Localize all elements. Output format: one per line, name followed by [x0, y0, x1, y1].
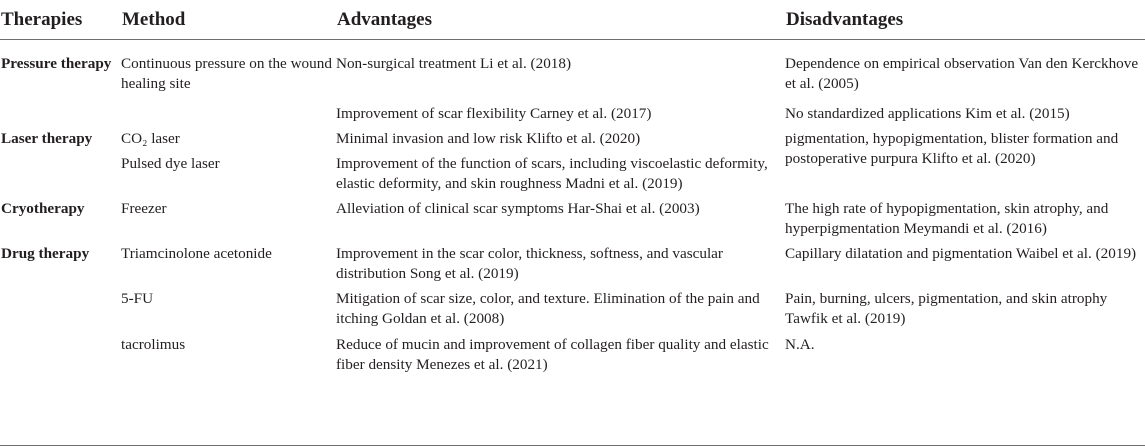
therapy-cell: Pressure therapy	[1, 55, 112, 72]
table-row	[0, 329, 1145, 375]
advantages-cell: Reduce of mucin and improvement of collagen fiber quality and elastic fiber density Menezes et al. (2021)	[336, 336, 769, 373]
header-method: Method	[121, 0, 336, 40]
table-row	[0, 284, 1145, 329]
method-cell: tacrolimus	[121, 336, 186, 353]
advantages-cell: Minimal invasion and low risk Klifto et al. (2020)	[336, 130, 641, 147]
therapy-cell: Cryotherapy	[1, 200, 85, 217]
disadvantages-cell: Dependence on empirical observation Van den Kerckhove et al. (2005)	[785, 55, 1139, 92]
advantages-cell: Improvement of scar flexibility Carney et al. (2017)	[336, 105, 652, 122]
table-row	[0, 239, 1145, 284]
advantages-cell: Improvement of the function of scars, including viscoelastic deformity, elastic deformity, and skin roughness Madni et al. (2019)	[336, 155, 768, 192]
method-cell: Triamcinolone acetonide	[121, 245, 272, 262]
advantages-cell: Improvement in the scar color, thickness, softness, and vascular distribution Song et al. (2019)	[336, 245, 723, 282]
method-cell: Continuous pressure on the wound healing site	[121, 55, 332, 92]
method-cell: CO₂ laser	[121, 130, 180, 147]
method-cell: 5-FU	[121, 290, 154, 307]
therapy-cell	[0, 149, 121, 194]
method-cell	[121, 94, 336, 124]
table-row	[0, 94, 1145, 124]
disadvantages-cell: pigmentation, hypopigmentation, blister formation and postoperative purpura Klifto et al. (2020)	[785, 130, 1119, 167]
therapy-cell	[0, 329, 121, 375]
table-row	[0, 124, 1145, 149]
table-row	[0, 40, 1145, 95]
advantages-cell: Non-surgical treatment Li et al. (2018)	[336, 55, 572, 72]
disadvantages-cell: No standardized applications Kim et al. (2015)	[785, 105, 1070, 122]
therapy-cell	[0, 284, 121, 329]
disadvantages-cell: Pain, burning, ulcers, pigmentation, and skin atrophy Tawfik et al. (2019)	[785, 290, 1108, 327]
therapy-cell	[0, 94, 121, 124]
table-row	[0, 194, 1145, 239]
header-disadvantages: Disadvantages	[785, 0, 1145, 40]
header-advantages: Advantages	[336, 0, 785, 40]
method-cell: Freezer	[121, 200, 167, 217]
advantages-cell: Alleviation of clinical scar symptoms Har-Shai et al. (2003)	[336, 200, 700, 217]
therapy-cell: Drug therapy	[1, 245, 90, 262]
advantages-cell: Mitigation of scar size, color, and texture. Elimination of the pain and itching Goldan et al. (2008)	[336, 290, 760, 327]
disadvantages-cell: The high rate of hypopigmentation, skin atrophy, and hyperpigmentation Meymandi et al. (2016)	[785, 200, 1109, 237]
header-row	[0, 0, 1145, 40]
header-therapies: Therapies	[0, 0, 121, 40]
disadvantages-cell: Capillary dilatation and pigmentation Waibel et al. (2019)	[785, 245, 1137, 262]
method-cell: Pulsed dye laser	[121, 155, 220, 172]
therapy-cell: Laser therapy	[1, 130, 93, 147]
disadvantages-cell: N.A.	[785, 336, 815, 353]
